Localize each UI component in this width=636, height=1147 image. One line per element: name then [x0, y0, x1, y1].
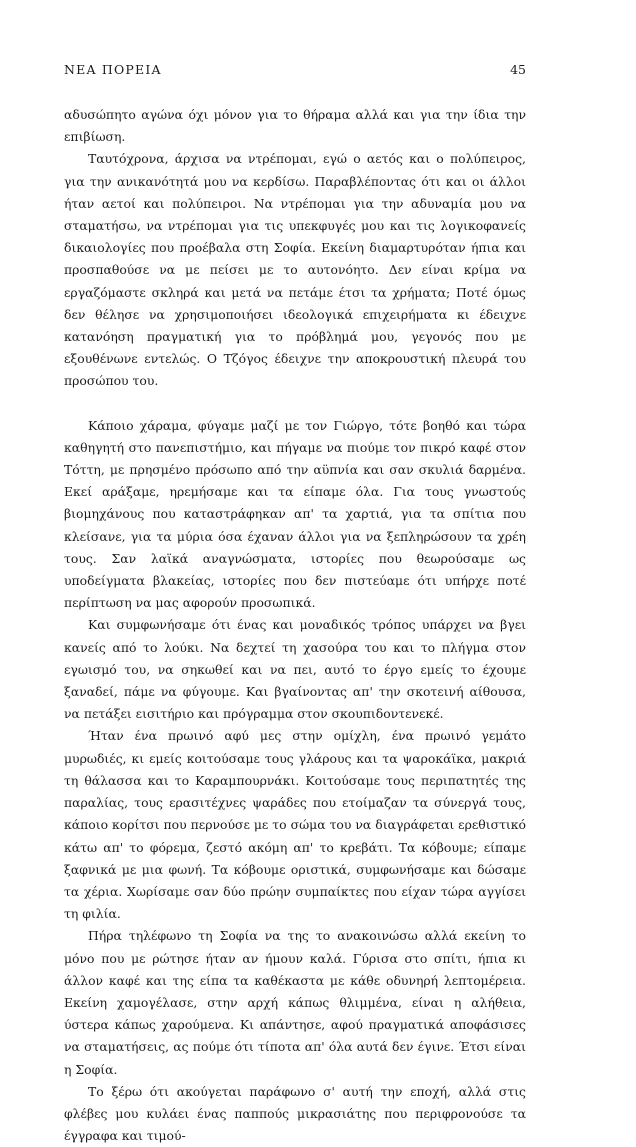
body-text	[64, 104, 526, 1147]
running-head	[64, 62, 526, 80]
paragraph: Πήρα τηλέφωνο τη Σοφία να της το ανακοινώσω αλλά εκείνη το μόνο που με ρώτησε ήταν αν ήμουν καλά. Γύρισα στο σπίτι, ήπια κι άλλον καφέ και της είπα τα καθέκαστα με κάθε οδυνηρή λεπτομέρεια. Εκείνη χαμογέλασε, στην αρχή κάπως θλιμμένα, είναι η αλήθεια, ύστερα κάπως χαρούμενα. Κι απάντησε, αφού πραγματικά αποφάσισες να σταματήσεις, ας πούμε ότι τίποτα απ' όλα αυτά δεν έγινε. Έτσι είναι η Σοφία.	[64, 928, 526, 1077]
paragraph: Ήταν ένα πρωινό αφύ μες στην ομίχλη, ένα πρωινό γεμάτο μυρωδιές, κι εμείς κοιτούσαμε τους γλάρους και τα ψαροκάϊκα, μακριά τη θάλασσα και το Καραμπουρνάκι. Κοιτούσαμε τους περιπατητές της παραλίας, τους ερασιτέχνες ψαράδες που ετοίμαζαν τα σύνεργά τους, κάποιο κορίτσι που περνούσε με το σώμα του να διαγράφεται ερεθιστικό κάτω απ' το φόρεμα, ζεστό ακόμη απ' το κρεβάτι. Τα κόβουμε; είπαμε ξαφνικά με μια φωνή. Τα κόβουμε οριστικά, συμφωνήσαμε και δώσαμε τα χέρια. Χωρίσαμε σαν δύο πρώην συμπαίκτες που είχαν τώρα αγγίσει τη φιλία.	[64, 728, 526, 922]
paragraph-continued: αδυσώπητο αγώνα όχι μόνον για το θήραμα αλλά και για την ίδια την επιβίωση.	[64, 107, 526, 145]
section-break	[64, 393, 526, 415]
paragraph: Και συμφωνήσαμε ότι ένας και μοναδικός τρόπος υπάρχει να βγει κανείς από το λούκι. Να δεχτεί τη χασούρα του και το πλήγμα στον εγωισμό του, να σηκωθεί και να πει, αυτό το έργο εμείς το έχουμε ξαναδεί, πάμε να φύγουμε. Και βγαίνοντας απ' την σκοτεινή αίθουσα, να πετάξει εισιτήριο και πρόγραμμα στον σκουπιδοντενεκέ.	[64, 617, 526, 722]
paragraph: Ταυτόχρονα, άρχισα να ντρέπομαι, εγώ ο αετός και ο πολύπειρος, για την ανικανότητά μου να κερδίσω. Παραβλέποντας ότι και οι άλλοι ήταν αετοί και πολύπειροι. Να ντρέπομαι για την αδυναμία μου να σταματήσω, να ντρέπομαι για τις υπεκφυγές μου και τις λογικοφανείς δικαιολογίες που προέβαλα στη Σοφία. Εκείνη διαμαρτυρόταν ήπια και προσπαθούσε να με πείσει με το αυτονόητο. Δεν είναι κρίμα να εργαζόμαστε σκληρά και μετά να πετάμε έτσι τα χρήματα; Ποτέ όμως δεν θέλησε να χρησιμοποιήσει ιδεολογικά επιχειρήματα κι έδειχνε κατανόηση πραγματική για το πρόβλημά μου, γεγονός που με εξουθένωνε εντελώς. Ο Τζόγος έδειχνε την αποκρουστική πλευρά του προσώπου του.	[64, 151, 526, 389]
page-number: 45	[510, 62, 526, 77]
running-title: ΝΕΑ ΠΟΡΕΙΑ	[64, 62, 162, 77]
paragraph: Κάποιο χάραμα, φύγαμε μαζί με τον Γιώργο, τότε βοηθό και τώρα καθηγητή στο πανεπιστήμιο, και πήγαμε να πιούμε τον πικρό καφέ στον Τόττη, με πρησμένο πρόσωπο από την αϋπνία και σαν σκυλιά δαρμένα. Εκεί αράξαμε, ηρεμήσαμε και τα είπαμε όλα. Για τους γνωστούς βιομηχάνους που καταστράφηκαν απ' τα χαρτιά, για τα σπίτια που κλείσανε, για τα μύρια όσα έχαναν άλλοι για να ξεπληρώσουν τα χρέη τους. Σαν λαϊκά αναγνώσματα, ιστορίες που θεωρούσαμε ως υποδείγματα βλακείας, ιστορίες που δεν πιστεύαμε ότι υπήρχε ποτέ περίπτωση να μας αφορούν προσωπικά.	[64, 417, 526, 611]
paragraph: Το ξέρω ότι ακούγεται παράφωνο σ' αυτή την εποχή, αλλά στις φλέβες μου κυλάει ένας παππούς μικρασιάτης που περιφρονούσε τα έγγραφα και τιμού-	[64, 1083, 526, 1144]
book-page	[64, 0, 526, 1144]
